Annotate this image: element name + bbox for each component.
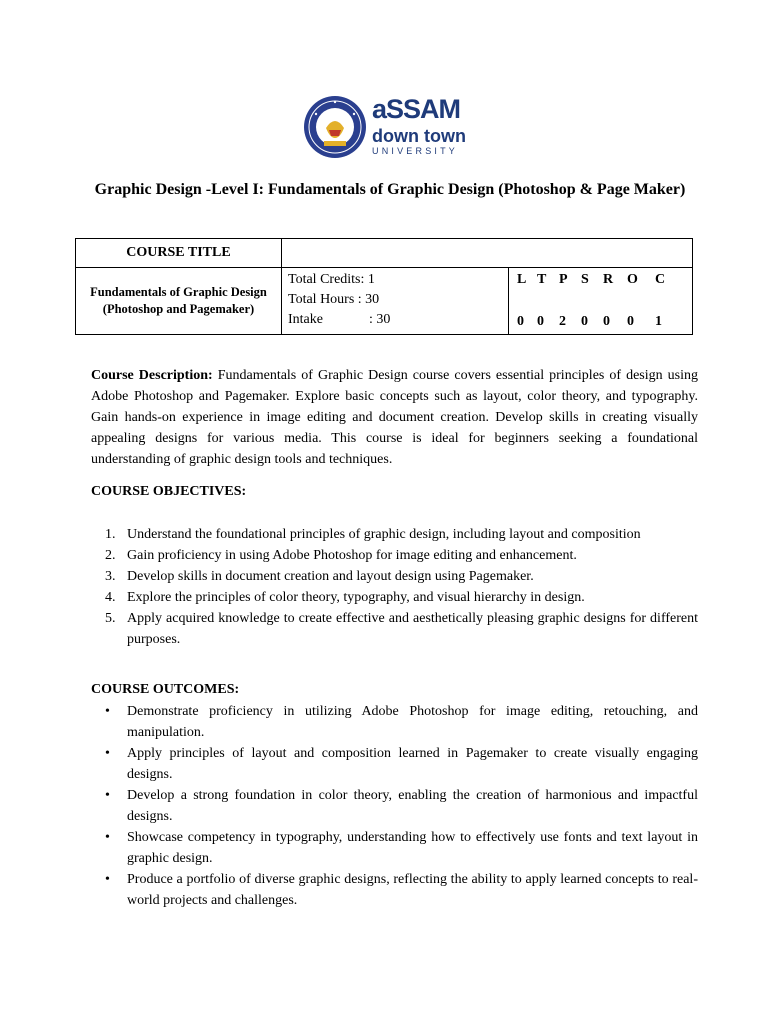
bullet-icon: • [105,872,110,887]
brand-ssam: SSAM [386,94,461,124]
brand-down-town: down town [372,126,466,146]
outcome-text: Demonstrate proficiency in utilizing Adobe Photoshop for image editing, retouching, and manipulation. [127,704,698,740]
outcome-text: Produce a portfolio of diverse graphic designs, reflecting the ability to apply learned concepts to real-world projects and challenges. [127,872,698,908]
document-title: Graphic Design -Level I: Fundamentals of Graphic Design (Photoshop & Page Maker) [94,181,686,198]
outcome-item [91,702,698,743]
objective-number: 5. [105,611,116,626]
ltp-header: R [603,272,614,287]
outcome-item [91,870,698,911]
ltp-column-o [627,268,647,334]
objectives-heading: COURSE OBJECTIVES: [91,484,247,499]
outcome-text: Apply principles of layout and composition learned in Pagemaker to create visually engaging designs. [127,746,698,782]
ltp-column-l [517,268,537,334]
intake-value: : 30 [368,312,391,327]
objective-item [91,608,698,650]
outcome-text: Showcase competency in typography, understanding how to effectively use fonts and text layout in graphic design. [127,830,698,866]
intake-label: Intake [288,312,323,327]
brand-university: UNIVERSITY [372,146,459,156]
course-info [282,268,509,335]
ltp-header: C [655,272,666,287]
brand-a: a [372,94,387,124]
university-seal-icon [302,94,368,160]
objectives-list [91,524,698,650]
outcome-text: Develop a strong foundation in color theory, enabling the creation of harmonious and impactful designs. [127,788,698,824]
ltp-value: 1 [655,314,662,329]
bullet-icon: • [105,704,110,719]
outcomes-heading: COURSE OUTCOMES: [91,682,240,697]
ltp-column-r [603,268,623,334]
brand-wordmark [372,96,466,157]
outcomes-list [91,702,698,912]
outcome-item [91,786,698,827]
ltp-column-t [537,268,557,334]
objective-number: 4. [105,590,116,605]
objective-item [91,587,698,608]
course-title-empty-cell [282,239,693,268]
objective-item [91,524,698,545]
objective-number: 3. [105,569,116,584]
objective-text: Apply acquired knowledge to create effective and aesthetically pleasing graphic designs for different purposes. [127,611,698,647]
objective-item [91,545,698,566]
ltp-value: 0 [581,314,588,329]
course-table [75,238,693,335]
bullet-icon: • [105,788,110,803]
course-name: Fundamentals of Graphic Design (Photoshop and Pagemaker) [76,268,282,335]
total-hours: Total Hours : 30 [288,292,380,307]
course-description-label: Course Description: [91,368,213,383]
ltp-header: P [559,272,568,287]
brand-assam [372,96,466,123]
ltp-column-c [655,268,675,334]
outcome-item [91,828,698,869]
intake-row [288,310,502,330]
objective-number: 2. [105,548,116,563]
ltp-value: 0 [603,314,610,329]
objective-text: Understand the foundational principles of graphic design, including layout and composition [127,527,641,542]
ltp-header: S [581,272,589,287]
university-logo [302,90,472,162]
ltp-header: L [517,272,527,287]
objective-text: Gain proficiency in using Adobe Photoshop for image editing and enhancement. [127,548,577,563]
ltp-header: O [627,272,638,287]
ltp-value: 0 [627,314,634,329]
ltp-header: T [537,272,547,287]
ltp-column-s [581,268,601,334]
objective-number: 1. [105,527,116,542]
bullet-icon: • [105,746,110,761]
ltp-columns [509,268,692,334]
ltp-credit-grid [509,268,693,335]
course-title-label: COURSE TITLE [76,239,282,268]
ltp-column-p [559,268,579,334]
ltp-value: 0 [537,314,544,329]
objective-text: Develop skills in document creation and layout design using Pagemaker. [127,569,534,584]
outcome-item [91,744,698,785]
ltp-value: 2 [559,314,566,329]
ltp-value: 0 [517,314,524,329]
course-description [91,365,698,470]
bullet-icon: • [105,830,110,845]
total-credits: Total Credits: 1 [288,272,375,287]
objective-item [91,566,698,587]
course-description-text: Fundamentals of Graphic Design course covers essential principles of design using Adobe Photoshop and Pagemaker. Explore basic concepts such as layout, color theory, and typography. Gain hands-on experience in image editing and document creation. Develop skills in creating visually appealing designs for various media. This course is ideal for beginners seeking a foundational understanding of graphic design tools and techniques. [91,368,698,467]
objective-text: Explore the principles of color theory, typography, and visual hierarchy in design. [127,590,585,605]
